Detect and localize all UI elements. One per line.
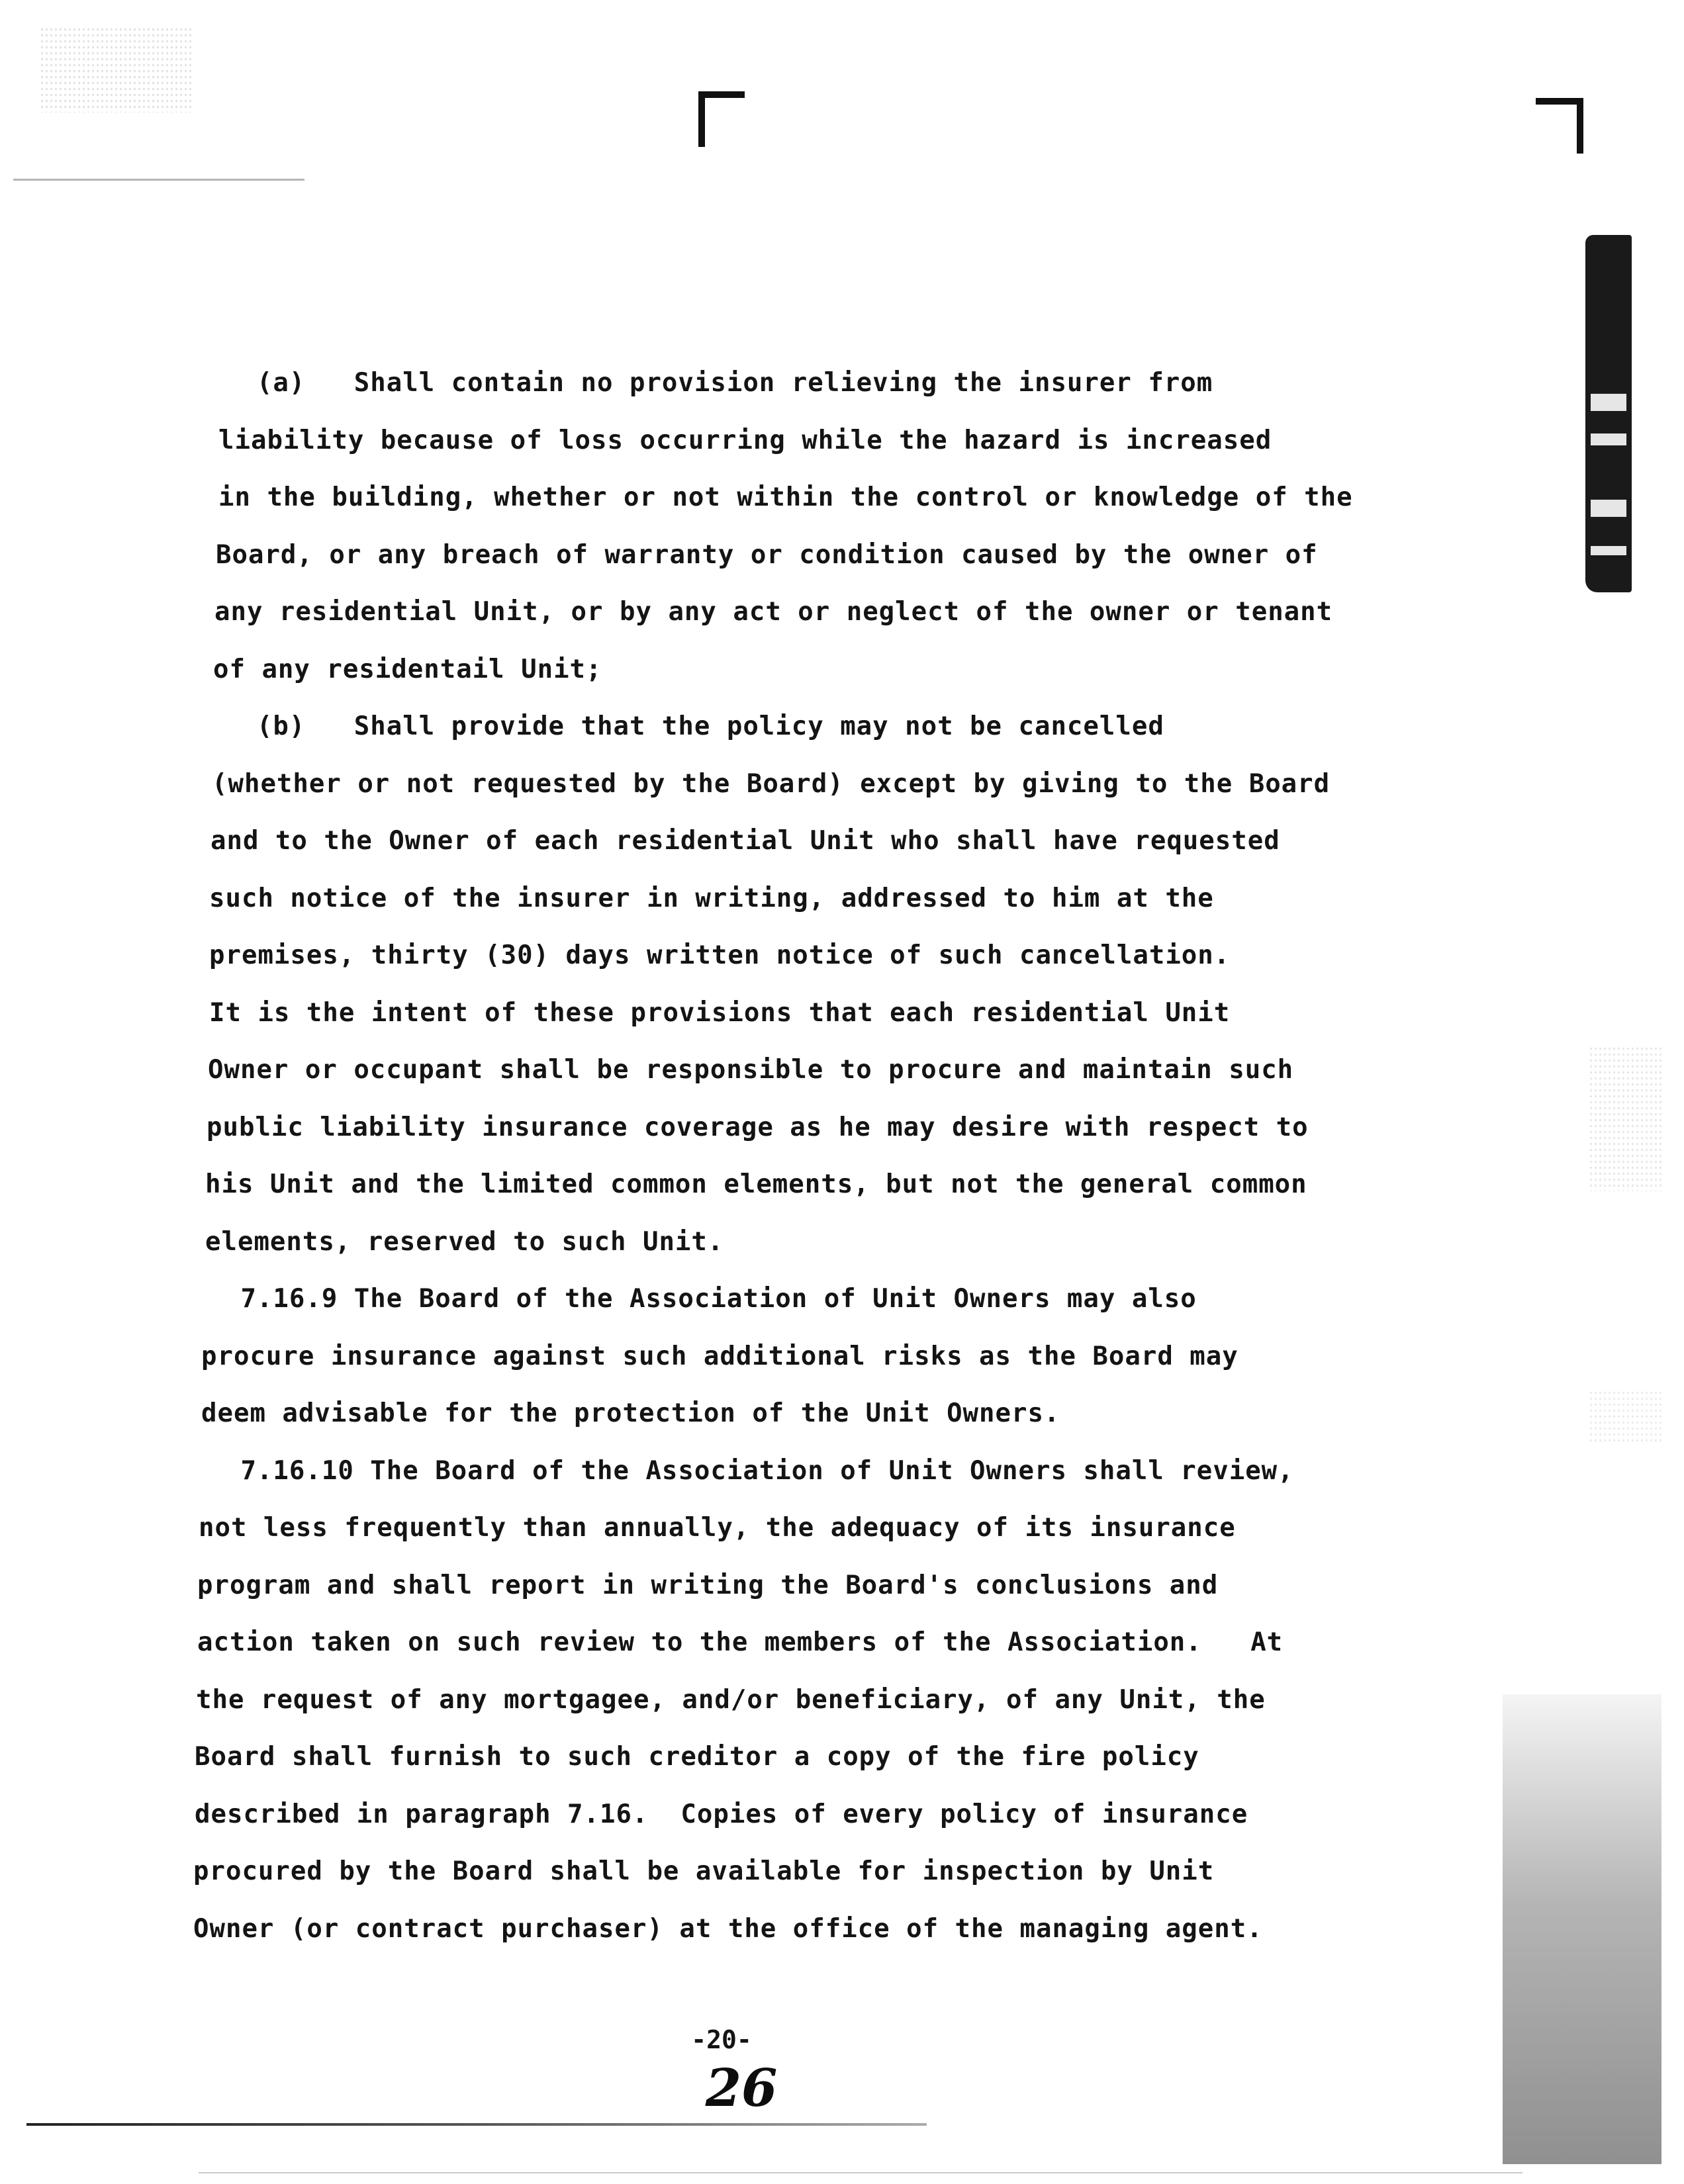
crop-mark-top-left: [698, 91, 745, 147]
document-body: [192, 355, 1503, 1958]
scan-artifact-line: [13, 179, 304, 181]
text-line: procure insurance against such additional risks as the Board may: [201, 1341, 1239, 1371]
scan-artifact-line: [26, 2123, 927, 2126]
text-line: the request of any mortgagee, and/or beneficiary, of any Unit, the: [196, 1684, 1266, 1715]
text-line: (b) Shall provide that the policy may not be cancelled: [192, 711, 1164, 741]
text-line: described in paragraph 7.16. Copies of every policy of insurance: [195, 1799, 1248, 1829]
text-line: Board shall furnish to such creditor a copy of the fire policy: [195, 1742, 1199, 1772]
text-line: action taken on such review to the members of the Association. At: [197, 1627, 1284, 1657]
text-line: program and shall report in writing the Board's conclusions and: [197, 1570, 1219, 1600]
handwritten-page-number: 26: [705, 2058, 778, 2118]
binding-edge-mark: [1585, 235, 1632, 592]
edge-notch: [1591, 546, 1626, 555]
scan-shadow: [1503, 1694, 1661, 2164]
text-line: premises, thirty (30) days written notice of such cancellation.: [209, 940, 1231, 970]
text-line: and to the Owner of each residential Unit who shall have requested: [210, 826, 1280, 856]
text-line: Board, or any breach of warranty or condition caused by the owner of: [216, 539, 1318, 570]
text-line: in the building, whether or not within the control or knowledge of the: [218, 482, 1353, 512]
text-line: deem advisable for the protection of the Unit Owners.: [201, 1398, 1060, 1428]
text-line: Owner (or contract purchaser) at the office of the managing agent.: [193, 1913, 1263, 1944]
text-line: (a) Shall contain no provision relieving the insurer from: [192, 368, 1213, 398]
edge-notch: [1591, 433, 1626, 445]
text-line: not less frequently than annually, the adequacy of its insurance: [199, 1513, 1236, 1543]
page-number: -20-: [691, 2025, 752, 2054]
text-line: such notice of the insurer in writing, addressed to him at the: [209, 883, 1214, 913]
scan-noise: [1589, 1046, 1661, 1191]
scan-artifact-line: [199, 2172, 1522, 2173]
text-line: Owner or occupant shall be responsible to procure and maintain such: [208, 1055, 1294, 1085]
crop-mark-top-right: [1536, 98, 1583, 154]
edge-notch: [1591, 394, 1626, 411]
text-line: any residential Unit, or by any act or neglect of the owner or tenant: [214, 597, 1333, 627]
edge-notch: [1591, 500, 1626, 517]
text-line: liability because of loss occurring while the hazard is increased: [218, 425, 1272, 455]
text-line: procured by the Board shall be available for inspection by Unit: [193, 1856, 1215, 1886]
text-line: It is the intent of these provisions that each residential Unit: [209, 997, 1231, 1028]
text-line: 7.16.9 The Board of the Association of Unit Owners may also: [192, 1284, 1197, 1314]
text-line: elements, reserved to such Unit.: [205, 1226, 724, 1257]
text-line: his Unit and the limited common elements, but not the general common: [205, 1169, 1307, 1199]
scan-noise: [40, 26, 192, 113]
text-line: public liability insurance coverage as he may desire with respect to: [207, 1112, 1309, 1142]
text-line: of any residentail Unit;: [213, 654, 602, 684]
scan-noise: [1589, 1390, 1661, 1443]
text-line: (whether or not requested by the Board) except by giving to the Board: [212, 768, 1331, 799]
text-line: 7.16.10 The Board of the Association of Unit Owners shall review,: [192, 1455, 1294, 1486]
